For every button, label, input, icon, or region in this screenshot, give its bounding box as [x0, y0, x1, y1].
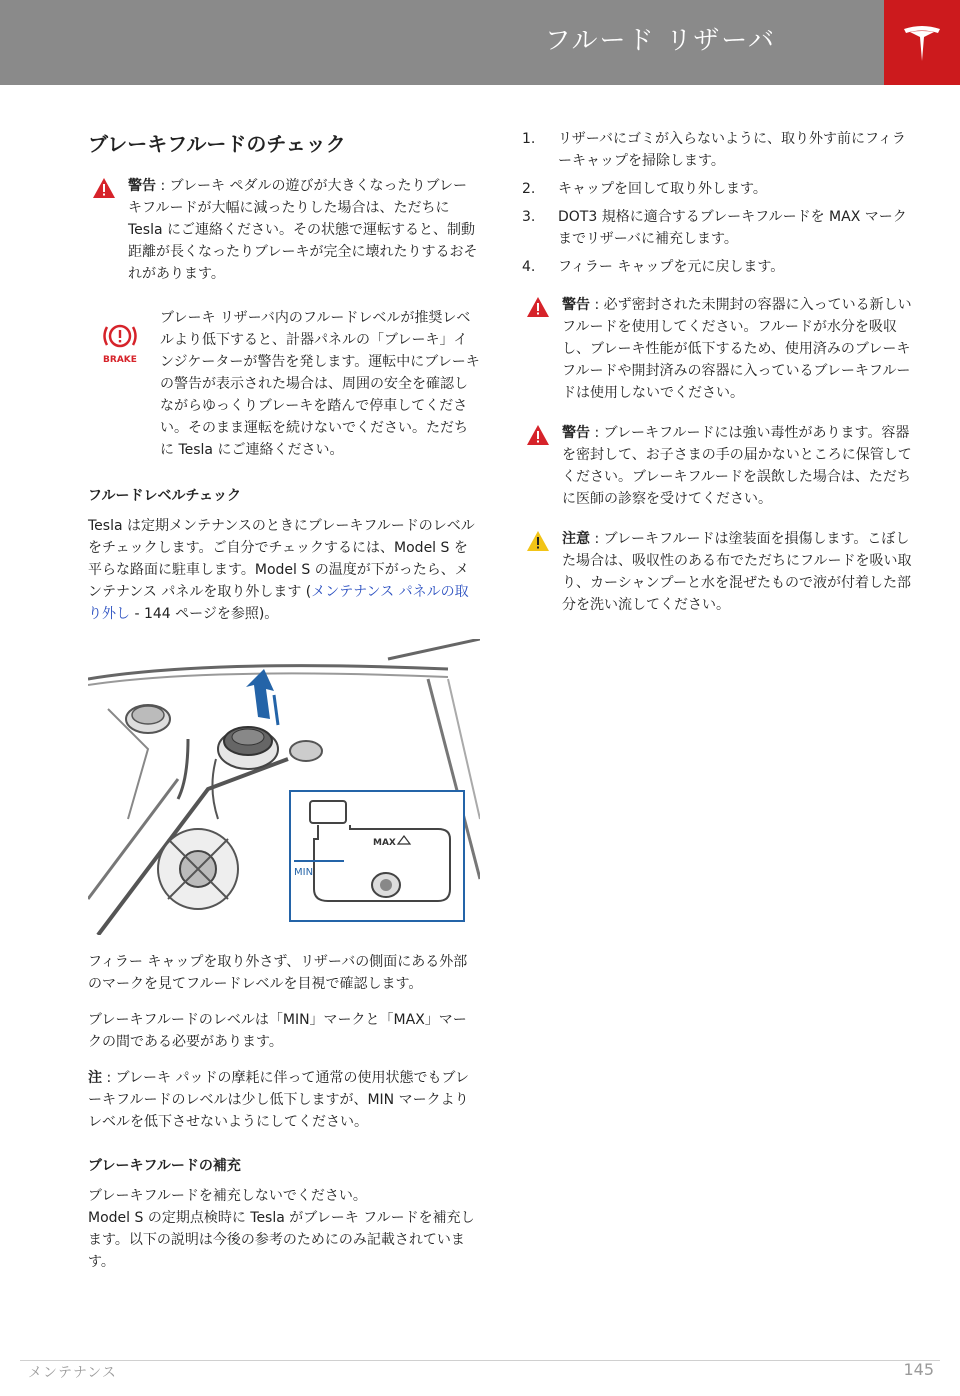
step-text: リザーバにゴミが入らないように、取り外す前にフィラーキャップを掃除します。: [558, 131, 906, 169]
note-label: 注: [88, 1070, 102, 1086]
level-check-text-a: Tesla は定期メンテナンスのときにブレーキフルードのレベルをチェックします。ご自分でチェックするには、Model S を平らな路面に駐車します。Model S の温度が下がったら、メンテナンス パネルを取り外します (: [88, 518, 475, 600]
warning-icon: [526, 424, 550, 446]
caution-body: : ブレーキフルードは塗装面を損傷します。こぼした場合は、吸収性のある布でただちにフルードを吸い取り、カーシャンプーと水を混ぜたもので液が付着した部分を洗い流してください。: [562, 531, 912, 613]
warning-icon: [92, 177, 116, 199]
warning-text: [562, 294, 916, 404]
warning-label: 警告: [562, 425, 590, 441]
footer-section: メンテナンス: [28, 1365, 117, 1381]
note-body: : ブレーキ パッドの摩耗に伴って通常の使用状態でもブレーキフルードのレベルは少し低下しますが、MIN マークよりレベルを低下させないようにしてください。: [88, 1070, 469, 1130]
brake-indicator-block: [88, 307, 480, 461]
right-column: [522, 128, 916, 634]
level-range-text: ブレーキフルードのレベルは「MIN」マークと「MAX」マークの間である必要があります。: [88, 1012, 467, 1050]
warning-body: : ブレーキフルードには強い毒性があります。容器を密封して、お子さまの手の届かないところに保管してください。ブレーキフルードを誤飲した場合は、ただちに医師の診察を受けてください。: [562, 425, 912, 507]
tesla-logo: [884, 0, 960, 85]
caution-icon: [526, 530, 550, 552]
brake-label: BRAKE: [103, 355, 137, 365]
step-text: キャップを回して取り外します。: [558, 181, 767, 197]
level-check-text: [88, 515, 480, 625]
refill-steps: [522, 128, 916, 278]
sub-title-level-check: フルードレベルチェック: [88, 488, 242, 504]
sub-title-fluid-refill: ブレーキフルードの補充: [88, 1158, 241, 1174]
section-title-brake-check: ブレーキフルードのチェック: [88, 132, 346, 156]
left-column: [88, 128, 480, 1287]
step-number: 1.: [522, 131, 536, 147]
list-item: [522, 178, 916, 200]
step-text: フィラー キャップを元に戻します。: [558, 259, 785, 275]
refill-text-b: Model S の定期点検時に Tesla がブレーキ フルードを補充します。以下の説明は今後の参考のためにのみ記載されています。: [88, 1210, 475, 1270]
reservoir-illustration: [88, 639, 480, 935]
warning-body: : ブレーキ ペダルの遊びが大きくなったりブレーキフルードが大幅に減ったりした場合は、ただちに Tesla にご連絡ください。その状態で運転すると、制動距離が長くなったりブレーキが完全に壊れたりするおそれがあります。: [128, 178, 478, 282]
step-text: DOT3 規格に適合するブレーキフルードを MAX マークまでリザーバに補充します。: [558, 209, 907, 247]
note-text: [88, 1067, 480, 1133]
header-bar: [0, 0, 884, 85]
max-mark-label: MAX: [373, 838, 396, 848]
brake-indicator-text: ブレーキ リザーバ内のフルードレベルが推奨レベルより低下すると、計器パネルの「ブレーキ」インジケーターが警告を発します。運転中にブレーキの警告が表示された場合は、周囲の安全を確認しながらゆっくりブレーキを踏んで停車してください。そのまま運転を続けないでください。ただちに Tesla にご連絡ください。: [160, 310, 480, 458]
step-number: 4.: [522, 259, 536, 275]
page-number: 145: [903, 1360, 934, 1379]
caution-block: [522, 528, 916, 616]
level-check-text-b: - 144 ページを参照)。: [130, 606, 279, 622]
list-item: [522, 256, 916, 278]
warning-icon: [526, 296, 550, 318]
refill-text-a: ブレーキフルードを補充しないでください。: [88, 1188, 367, 1204]
list-item: [522, 128, 916, 172]
caution-label: 注意: [562, 531, 590, 547]
footer-divider: [20, 1360, 940, 1361]
warning-block: [88, 175, 480, 285]
list-item: [522, 206, 916, 250]
min-mark-label: MIN: [294, 867, 314, 878]
brake-indicator-icon: [98, 319, 142, 365]
maintenance-panel-link[interactable]: メンテナンス パネルの取り外し: [88, 584, 469, 622]
page-title: フルード リザーバ: [544, 26, 776, 56]
reservoir-figure: [88, 639, 480, 935]
tesla-logo-icon: [900, 21, 944, 65]
warning-block: [522, 422, 916, 510]
refill-text: [88, 1185, 480, 1273]
warning-text: [128, 175, 480, 285]
visual-check-text: フィラー キャップを取り外さず、リザーバの側面にある外部のマークを見てフルードレベルを目視で確認します。: [88, 954, 468, 992]
warning-block: [522, 294, 916, 404]
warning-text: [562, 422, 916, 510]
warning-label: 警告: [128, 178, 156, 194]
warning-label: 警告: [562, 297, 590, 313]
warning-body: : 必ず密封された未開封の容器に入っている新しいフルードを使用してください。フルードが水分を吸収し、ブレーキ性能が低下するため、使用済みのブレーキフルードや開封済みの容器に入っているブレーキフルードは使用しないでください。: [562, 297, 912, 401]
caution-text: [562, 528, 916, 616]
step-number: 2.: [522, 181, 536, 197]
step-number: 3.: [522, 209, 536, 225]
